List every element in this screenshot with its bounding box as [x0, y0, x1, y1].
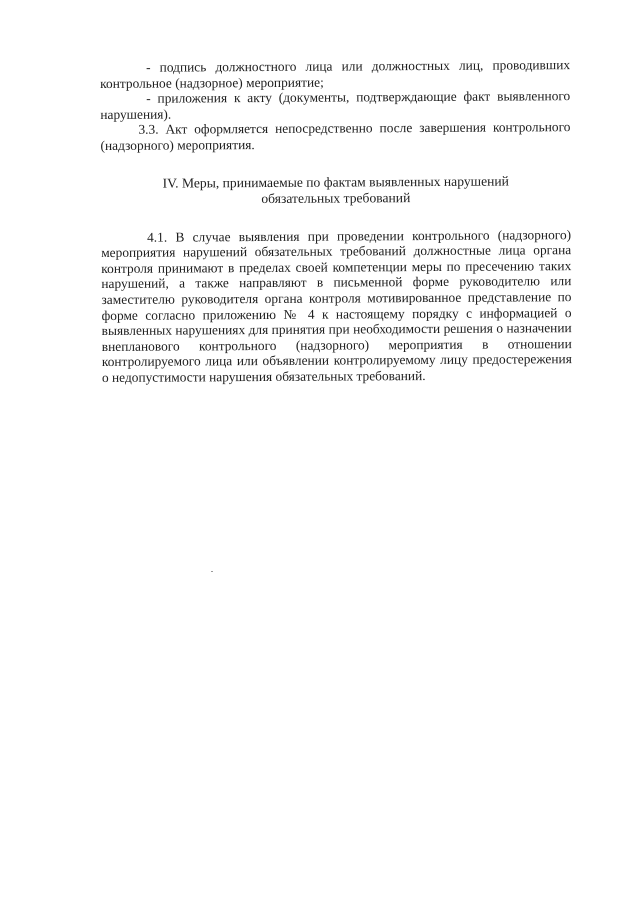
section-heading-line2: обязательных требований: [261, 189, 411, 206]
section-heading: [101, 173, 571, 208]
scan-speck: [211, 571, 213, 572]
list-item-attachments: - приложения к акту (документы, подтверждающие факт выявленного нарушения).: [100, 88, 571, 122]
document-body: [100, 57, 572, 385]
section-heading-line1: IV. Меры, принимаемые по фактам выявленных нарушений: [162, 173, 509, 191]
list-item-signature: - подпись должностного лица или должностных лиц, проводивших контрольное (надзорное) мероприятие;: [100, 57, 571, 91]
clause-4-1: 4.1. В случае выявления при проведении контрольного (надзорного) мероприятия нарушений обязательных требований должностные лица органа контроля принимают в пределах своей компетенции меры по пресечению таких нарушений, а также направляют в письменной форме руководителю или заместителю руководителя органа контроля мотивированное представление по форме согласно приложению № 4 к настоящему порядку с информацией о выявленных нарушениях для принятия при необходимости решения о назначении внепланового контрольного (надзорного) мероприятия в отношении контролируемого лица или объявлении контролируемому лицу предостережения о недопустимости нарушения обязательных требований.: [101, 226, 572, 385]
clause-3-3: 3.3. Акт оформляется непосредственно после завершения контрольного (надзорного) мероприятия.: [100, 119, 571, 153]
